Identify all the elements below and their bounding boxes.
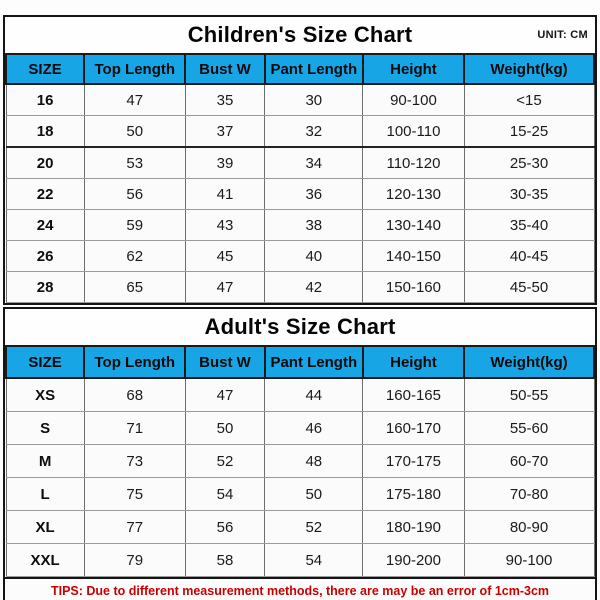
cell-weight: 90-100 (464, 544, 594, 577)
cell-bust-w: 54 (185, 478, 264, 511)
cell-height: 150-160 (363, 272, 464, 303)
unit-label: UNIT: CM (537, 29, 588, 41)
cell-weight: 80-90 (464, 511, 594, 544)
cell-weight: 30-35 (464, 179, 594, 210)
cell-weight: 25-30 (464, 147, 594, 179)
cell-top-length: 75 (84, 478, 185, 511)
cell-weight: 60-70 (464, 445, 594, 478)
cell-height: 110-120 (363, 147, 464, 179)
cell-top-length: 73 (84, 445, 185, 478)
cell-top-length: 62 (84, 241, 185, 272)
column-header-weight: Weight(kg) (464, 54, 594, 84)
cell-pant-length: 40 (265, 241, 363, 272)
cell-top-length: 47 (84, 84, 185, 116)
column-header-top-length: Top Length (84, 54, 185, 84)
cell-pant-length: 30 (265, 84, 363, 116)
cell-size: M (6, 445, 84, 478)
column-header-pant-length: Pant Length (265, 346, 363, 378)
cell-pant-length: 48 (265, 445, 363, 478)
cell-top-length: 79 (84, 544, 185, 577)
table-row (6, 511, 594, 544)
cell-weight: <15 (464, 84, 594, 116)
cell-bust-w: 47 (185, 378, 264, 412)
cell-size: 28 (6, 272, 84, 303)
table-row (6, 210, 594, 241)
tips-footnote: TIPS: Due to different measurement methods, there are may be an error of 1cm-3cm (5, 577, 595, 600)
cell-bust-w: 43 (185, 210, 264, 241)
cell-pant-length: 32 (265, 116, 363, 148)
cell-height: 180-190 (363, 511, 464, 544)
column-header-top-length: Top Length (84, 346, 185, 378)
cell-pant-length: 42 (265, 272, 363, 303)
cell-size: 22 (6, 179, 84, 210)
cell-pant-length: 38 (265, 210, 363, 241)
cell-pant-length: 52 (265, 511, 363, 544)
cell-bust-w: 39 (185, 147, 264, 179)
column-header-pant-length: Pant Length (265, 54, 363, 84)
cell-weight: 50-55 (464, 378, 594, 412)
table-row (6, 179, 594, 210)
cell-size: 26 (6, 241, 84, 272)
cell-pant-length: 54 (265, 544, 363, 577)
column-header-height: Height (363, 54, 464, 84)
column-header-bust-w: Bust W (185, 346, 264, 378)
cell-pant-length: 36 (265, 179, 363, 210)
cell-top-length: 65 (84, 272, 185, 303)
cell-top-length: 53 (84, 147, 185, 179)
cell-pant-length: 46 (265, 412, 363, 445)
table-row (6, 412, 594, 445)
cell-height: 120-130 (363, 179, 464, 210)
cell-top-length: 77 (84, 511, 185, 544)
table-row (6, 241, 594, 272)
children-size-chart-section (3, 15, 597, 305)
cell-height: 170-175 (363, 445, 464, 478)
cell-bust-w: 45 (185, 241, 264, 272)
cell-weight: 35-40 (464, 210, 594, 241)
column-header-size: SIZE (6, 54, 84, 84)
cell-top-length: 56 (84, 179, 185, 210)
cell-size: 18 (6, 116, 84, 148)
cell-bust-w: 37 (185, 116, 264, 148)
cell-top-length: 59 (84, 210, 185, 241)
adult-chart-title: Adult's Size Chart (204, 314, 396, 339)
cell-size: L (6, 478, 84, 511)
table-row (6, 378, 594, 412)
cell-size: 24 (6, 210, 84, 241)
cell-height: 140-150 (363, 241, 464, 272)
cell-bust-w: 52 (185, 445, 264, 478)
cell-height: 90-100 (363, 84, 464, 116)
cell-top-length: 71 (84, 412, 185, 445)
adult-size-chart-section (3, 307, 597, 600)
table-row (6, 544, 594, 577)
cell-weight: 70-80 (464, 478, 594, 511)
size-chart-frame (3, 15, 597, 600)
cell-bust-w: 56 (185, 511, 264, 544)
cell-top-length: 68 (84, 378, 185, 412)
cell-weight: 15-25 (464, 116, 594, 148)
cell-pant-length: 50 (265, 478, 363, 511)
cell-bust-w: 50 (185, 412, 264, 445)
cell-height: 100-110 (363, 116, 464, 148)
table-row (6, 445, 594, 478)
cell-top-length: 50 (84, 116, 185, 148)
cell-bust-w: 41 (185, 179, 264, 210)
cell-size: 20 (6, 147, 84, 179)
children-size-table (5, 53, 595, 303)
adult-size-table (5, 345, 595, 577)
column-header-weight: Weight(kg) (464, 346, 594, 378)
cell-weight: 45-50 (464, 272, 594, 303)
cell-size: S (6, 412, 84, 445)
cell-pant-length: 44 (265, 378, 363, 412)
cell-height: 160-170 (363, 412, 464, 445)
cell-weight: 40-45 (464, 241, 594, 272)
cell-bust-w: 58 (185, 544, 264, 577)
cell-size: XS (6, 378, 84, 412)
children-title-bar (5, 17, 595, 53)
cell-height: 160-165 (363, 378, 464, 412)
table-row (6, 84, 594, 116)
column-header-height: Height (363, 346, 464, 378)
cell-size: XL (6, 511, 84, 544)
column-header-bust-w: Bust W (185, 54, 264, 84)
cell-bust-w: 47 (185, 272, 264, 303)
cell-bust-w: 35 (185, 84, 264, 116)
cell-height: 190-200 (363, 544, 464, 577)
table-row (6, 272, 594, 303)
cell-height: 175-180 (363, 478, 464, 511)
children-header-row (6, 54, 594, 84)
adult-title-bar (5, 309, 595, 345)
cell-size: 16 (6, 84, 84, 116)
table-row (6, 147, 594, 179)
cell-height: 130-140 (363, 210, 464, 241)
children-chart-title: Children's Size Chart (187, 22, 413, 47)
column-header-size: SIZE (6, 346, 84, 378)
adult-header-row (6, 346, 594, 378)
cell-pant-length: 34 (265, 147, 363, 179)
table-row (6, 116, 594, 148)
table-row (6, 478, 594, 511)
cell-weight: 55-60 (464, 412, 594, 445)
cell-size: XXL (6, 544, 84, 577)
